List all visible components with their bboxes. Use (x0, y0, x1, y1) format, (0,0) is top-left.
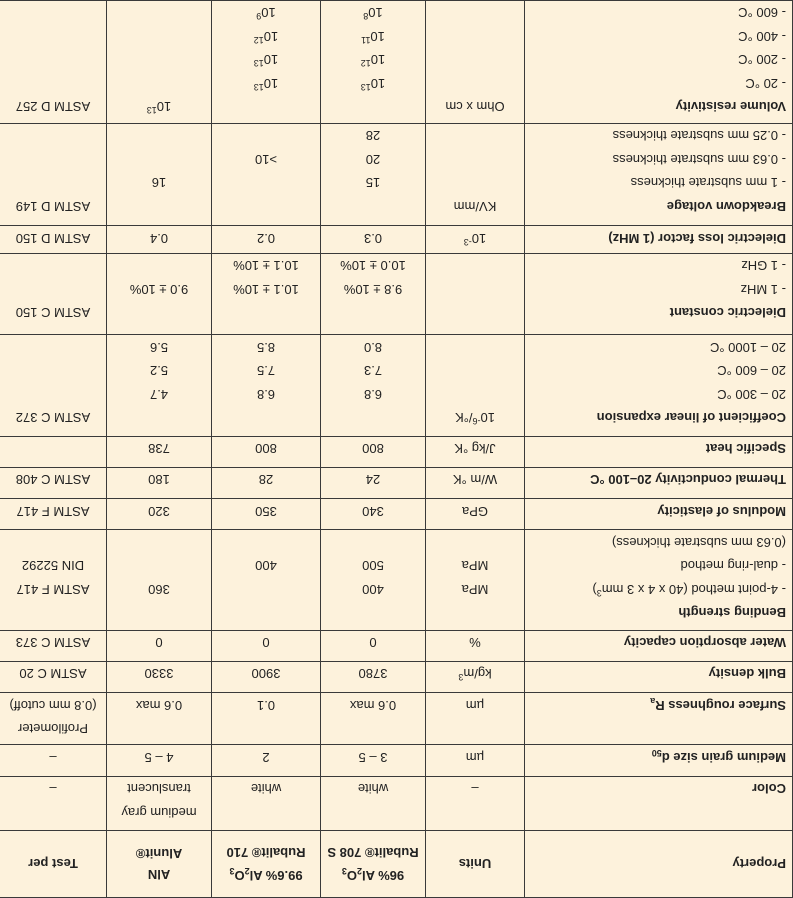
units-cell (426, 123, 525, 226)
units-cell (426, 530, 525, 631)
prop-cell (525, 745, 793, 776)
cell-value: – (49, 750, 57, 765)
cell-value (432, 25, 518, 49)
alunit-cell (107, 530, 212, 631)
cell-value (6, 530, 100, 554)
cell-value: white (250, 781, 282, 797)
rubalit-710-cell (212, 253, 321, 334)
prop-cell (525, 1, 793, 124)
units-cell (426, 745, 525, 776)
cell-value (218, 194, 314, 218)
cell-value: ASTM C 20 (19, 666, 87, 682)
prop-cell (525, 693, 793, 745)
cell-value: ASTM C 373 (15, 635, 91, 651)
table-row (0, 226, 793, 253)
cell-value (113, 1, 205, 25)
cell-value: 6.8 (363, 386, 383, 402)
cell-value (218, 406, 314, 430)
cell-value: 340 (362, 503, 384, 519)
cell-value (432, 72, 518, 96)
cell-value (327, 406, 419, 430)
cell-value: 0 (262, 635, 270, 651)
cell-value (6, 335, 100, 359)
prop-cell (525, 253, 793, 334)
property-label: Bulk density (708, 666, 786, 682)
table-row (0, 123, 793, 226)
test-per-cell (0, 499, 107, 530)
test-per-cell (0, 662, 107, 693)
cell-value: 3780 (358, 666, 388, 682)
cell-value (218, 301, 314, 325)
cell-value: $10^{13}$ (253, 52, 279, 69)
cell-value: $10^{-3}$ (463, 230, 487, 247)
rubalit-710-cell (212, 123, 321, 226)
cell-value (432, 277, 518, 301)
table-row (0, 776, 793, 830)
units-cell (426, 662, 525, 693)
cell-value (6, 437, 100, 461)
table-row (0, 253, 793, 334)
cell-value: µm (465, 750, 485, 765)
test-per-cell (0, 226, 107, 253)
units-cell (426, 630, 525, 661)
cell-value: MPa (461, 558, 489, 574)
rubalit-710-cell (212, 745, 321, 776)
prop-cell (525, 436, 793, 467)
cell-value: ASTM C 408 (15, 472, 91, 488)
cell-value (432, 530, 518, 554)
alunit-cell (107, 226, 212, 253)
rubalit-708s-cell (321, 226, 426, 253)
rubalit-708s-cell (321, 530, 426, 631)
cell-value (113, 194, 205, 218)
table-row (0, 335, 793, 437)
cell-value: $10^{11}$ (361, 29, 385, 45)
cell-value: – (49, 781, 57, 797)
cell-value: 9.0 ± 10% (129, 281, 189, 297)
cell-value: 400 (362, 581, 384, 597)
rubalit-710-cell (212, 693, 321, 745)
rubalit-708s-cell (321, 335, 426, 437)
cell-value (113, 25, 205, 49)
cell-value: – (471, 781, 479, 797)
table-row (0, 745, 793, 776)
prop-cell (525, 530, 793, 631)
cell-value (432, 1, 518, 25)
test-per-cell (0, 335, 107, 437)
cell-value (218, 95, 314, 119)
table-row (0, 662, 793, 693)
cell-value: 8.5 (256, 339, 276, 355)
cell-value: µm (465, 697, 485, 713)
cell-value (6, 124, 100, 148)
rubalit-708s-cell (321, 693, 426, 745)
alunit-cell (107, 776, 212, 830)
cell-value (113, 72, 205, 96)
cell-value: $10^{12}$ (253, 29, 279, 45)
alunit-cell (107, 123, 212, 226)
table-row (0, 467, 793, 498)
cell-value: W/m °K (452, 472, 498, 488)
cell-value: $10^8$ (363, 5, 383, 22)
cell-value (113, 530, 205, 554)
cell-value: $10^{13}$ (360, 76, 386, 92)
cell-value: 9.8 ± 10% (343, 281, 403, 297)
units-cell (426, 253, 525, 334)
cell-value (432, 254, 518, 278)
test-per-cell (0, 436, 107, 467)
alunit-cell (107, 745, 212, 776)
cell-value: 400 (255, 558, 277, 574)
alunit-cell (107, 1, 212, 124)
header-alunit: AlN Alunit® (107, 831, 212, 898)
cell-value: 738 (148, 441, 170, 457)
test-per-cell (0, 693, 107, 745)
units-cell (426, 1, 525, 124)
cell-value (432, 335, 518, 359)
cell-value (113, 147, 205, 171)
property-label: Color (752, 781, 786, 797)
cell-value: 0 (369, 635, 377, 651)
cell-value: 800 (362, 441, 384, 457)
cell-value: ASTM C 150 (15, 305, 91, 321)
cell-value (432, 382, 518, 406)
rubalit-710-cell (212, 1, 321, 124)
header-row (0, 831, 793, 898)
cell-value: 0.4 (149, 230, 169, 246)
property-sub-label: - 20 °C (745, 76, 786, 91)
rubalit-710-cell (212, 335, 321, 437)
property-label: Specific heat (705, 441, 786, 457)
cell-value: DIN 52292 (21, 558, 85, 574)
cell-value: 7.5 (256, 363, 276, 379)
units-cell (426, 436, 525, 467)
test-per-cell (0, 123, 107, 226)
cell-value: 2 (262, 750, 270, 765)
table-row (0, 530, 793, 631)
rubalit-710-cell (212, 499, 321, 530)
cell-value (6, 25, 100, 49)
cell-value: 0.6 max (349, 697, 397, 713)
cell-value: $10^9$ (256, 5, 276, 22)
rubalit-710-cell (212, 630, 321, 661)
cell-value (218, 601, 314, 625)
cell-value: % (469, 635, 481, 651)
cell-value (6, 72, 100, 96)
header-test-per: Test per (0, 831, 107, 898)
prop-cell (525, 499, 793, 530)
cell-value: 7.3 (363, 363, 383, 379)
table-row (0, 436, 793, 467)
property-label: Coefficient of linear expansion (596, 410, 786, 426)
units-cell (426, 335, 525, 437)
cell-value (432, 124, 518, 148)
cell-value: 360 (148, 581, 170, 597)
cell-value: GPa (462, 503, 489, 519)
cell-value: ASTM F 417 (16, 581, 90, 597)
property-label: Water absorption capacity (623, 635, 786, 651)
alunit-cell (107, 630, 212, 661)
property-label: Thermal conductivity 20–100 °C (590, 472, 786, 488)
cell-value (6, 277, 100, 301)
property-sub-label: - 200 °C (738, 52, 786, 68)
cell-value: J/kg °K (454, 441, 496, 457)
cell-value: $10^{12}$ (360, 52, 386, 69)
property-sub-label: - 0.25 mm substrate thickness (612, 128, 786, 144)
cell-value: 5.2 (149, 363, 169, 379)
cell-value (218, 171, 314, 195)
property-sub-label: (0.63 mm substrate thickness) (611, 534, 786, 550)
property-sub-label: - 0.63 mm substrate thickness (612, 151, 786, 167)
header-property: Property (525, 831, 793, 898)
rubalit-710-cell (212, 776, 321, 830)
cell-value (113, 124, 205, 148)
cell-value (432, 301, 518, 325)
test-per-cell (0, 776, 107, 830)
rubalit-708s-cell (321, 499, 426, 530)
cell-value: 20 (365, 151, 381, 167)
property-label: Breakdown voltage (666, 198, 786, 214)
cell-value (113, 406, 205, 430)
alunit-cell (107, 436, 212, 467)
rubalit-708s-cell (321, 436, 426, 467)
cell-value: $10^{13}$ (253, 76, 279, 92)
cell-value: 0.2 (256, 230, 276, 246)
prop-cell (525, 630, 793, 661)
property-sub-label: - 1 mm substrate thickness (630, 175, 786, 191)
test-per-cell (0, 630, 107, 661)
cell-value: 10.1 ± 10% (233, 258, 299, 274)
property-sub-label: - 1 MHz (740, 281, 786, 297)
cell-value: 24 (365, 472, 381, 488)
cell-value: 3 – 5 (358, 750, 388, 765)
cell-value (6, 382, 100, 406)
cell-value: 28 (365, 128, 381, 144)
property-sub-label: - 4-point method (40 x 4 x 3 $mm^3$) (592, 581, 786, 598)
prop-cell (525, 776, 793, 830)
cell-value: Ohm x cm (445, 99, 505, 115)
test-per-cell (0, 467, 107, 498)
cell-value (218, 530, 314, 554)
rubalit-710-cell (212, 530, 321, 631)
header-rubalit-708s: 96% $Al_2O_3$ Rubalit® 708 S (321, 831, 426, 898)
cell-value: $10^{13}$ (146, 99, 172, 116)
table-row (0, 693, 793, 745)
cell-value: >10 (254, 151, 278, 167)
property-label: Dielectric loss factor (1 MHz) (608, 230, 786, 246)
cell-value: medium gray (121, 804, 197, 820)
units-cell (426, 226, 525, 253)
cell-value: ASTM D 150 (15, 230, 91, 246)
cell-value: 0.3 (363, 230, 383, 246)
prop-cell (525, 123, 793, 226)
alunit-cell (107, 693, 212, 745)
table-row (0, 1, 793, 124)
cell-value: 3330 (144, 666, 174, 682)
cell-value (113, 601, 205, 625)
property-sub-label: 20 – 1000 °C (709, 339, 786, 355)
cell-value: 15 (365, 175, 381, 191)
cell-value: ASTM D 257 (15, 99, 91, 115)
property-sub-label: - dual-ring method (680, 558, 786, 574)
table-row (0, 630, 793, 661)
property-label: Surface roughness $R_a$ (650, 695, 786, 713)
alunit-cell (107, 253, 212, 334)
prop-cell (525, 335, 793, 437)
cell-value (432, 147, 518, 171)
alunit-cell (107, 335, 212, 437)
cell-value (432, 601, 518, 625)
cell-value: 800 (255, 441, 277, 457)
cell-value: 0 (155, 635, 163, 651)
cell-value (327, 301, 419, 325)
cell-value: ASTM C 372 (15, 410, 91, 426)
property-label: Volume resistivity (675, 99, 786, 115)
cell-value: 0.1 (256, 697, 276, 713)
header-units: Units (426, 831, 525, 898)
cell-value: 6.8 (256, 386, 276, 402)
cell-value: 16 (151, 175, 167, 191)
cell-value: Profilometer (17, 721, 89, 737)
alunit-cell (107, 662, 212, 693)
prop-cell (525, 467, 793, 498)
cell-value: 4.7 (149, 386, 169, 402)
rubalit-708s-cell (321, 467, 426, 498)
property-sub-label: - 600 °C (738, 5, 786, 21)
prop-cell (525, 226, 793, 253)
units-cell (426, 693, 525, 745)
cell-value (113, 301, 205, 325)
cell-value: KV/mm (453, 198, 497, 214)
rubalit-708s-cell (321, 253, 426, 334)
rubalit-710-cell (212, 436, 321, 467)
cell-value (327, 194, 419, 218)
rubalit-710-cell (212, 226, 321, 253)
cell-value: 320 (148, 503, 170, 519)
cell-value: 10.1 ± 10% (233, 281, 299, 297)
rubalit-708s-cell (321, 630, 426, 661)
prop-cell (525, 662, 793, 693)
cell-value (432, 359, 518, 383)
rubalit-710-cell (212, 467, 321, 498)
cell-value: 0.6 max (135, 697, 183, 713)
property-label: Bending strength (678, 605, 786, 621)
cell-value: ASTM F 417 (16, 503, 90, 519)
cell-value (6, 147, 100, 171)
rubalit-708s-cell (321, 123, 426, 226)
alunit-cell (107, 467, 212, 498)
cell-value: MPa (461, 581, 489, 597)
header-rubalit-710: 99.6% $Al_2O_3$ Rubalit® 710 (212, 831, 321, 898)
table-row (0, 499, 793, 530)
cell-value: translucent (127, 781, 191, 797)
rubalit-710-cell (212, 662, 321, 693)
cell-value: 8.0 (363, 339, 383, 355)
cell-value: white (357, 781, 389, 797)
units-cell (426, 467, 525, 498)
cell-value: $kg/m^3$ (458, 666, 492, 683)
cell-value (113, 48, 205, 72)
property-label: Modulus of elasticity (657, 503, 786, 519)
test-per-cell (0, 745, 107, 776)
rubalit-708s-cell (321, 662, 426, 693)
cell-value: 5.6 (149, 339, 169, 355)
rubalit-708s-cell (321, 776, 426, 830)
property-label: Medium grain size $d_{50}$ (651, 748, 786, 765)
cell-value: (0.8 mm cutoff) (9, 697, 97, 713)
cell-value (6, 601, 100, 625)
cell-value (6, 48, 100, 72)
cell-value: 500 (362, 558, 384, 574)
cell-value (327, 95, 419, 119)
property-sub-label: 20 – 300 °C (717, 386, 786, 402)
test-per-cell (0, 530, 107, 631)
cell-value (327, 530, 419, 554)
rubalit-708s-cell (321, 1, 426, 124)
cell-value (113, 554, 205, 578)
cell-value (432, 171, 518, 195)
cell-value (6, 1, 100, 25)
alunit-cell (107, 499, 212, 530)
property-label: Dielectric constant (669, 305, 786, 321)
cell-value: 10.0 ± 10% (340, 258, 406, 274)
property-sub-label: 20 – 600 °C (717, 363, 786, 379)
cell-value: 3900 (251, 666, 281, 682)
cell-value: $10^{-6}/^\circ K$ (455, 410, 495, 427)
cell-value (218, 577, 314, 601)
cell-value (6, 171, 100, 195)
property-sub-label: - 1 GHz (741, 258, 786, 274)
cell-value: 4 – 5 (144, 750, 174, 765)
rubalit-708s-cell (321, 745, 426, 776)
cell-value (432, 48, 518, 72)
cell-value: 28 (258, 472, 274, 488)
cell-value (6, 359, 100, 383)
cell-value (218, 124, 314, 148)
cell-value: ASTM D 149 (15, 198, 91, 214)
test-per-cell (0, 253, 107, 334)
test-per-cell (0, 1, 107, 124)
cell-value (6, 254, 100, 278)
property-sub-label: - 400 °C (738, 29, 786, 44)
cell-value (113, 254, 205, 278)
units-cell (426, 776, 525, 830)
cell-value: 350 (255, 503, 277, 519)
cell-value (327, 601, 419, 625)
units-cell (426, 499, 525, 530)
cell-value: 180 (148, 472, 170, 488)
